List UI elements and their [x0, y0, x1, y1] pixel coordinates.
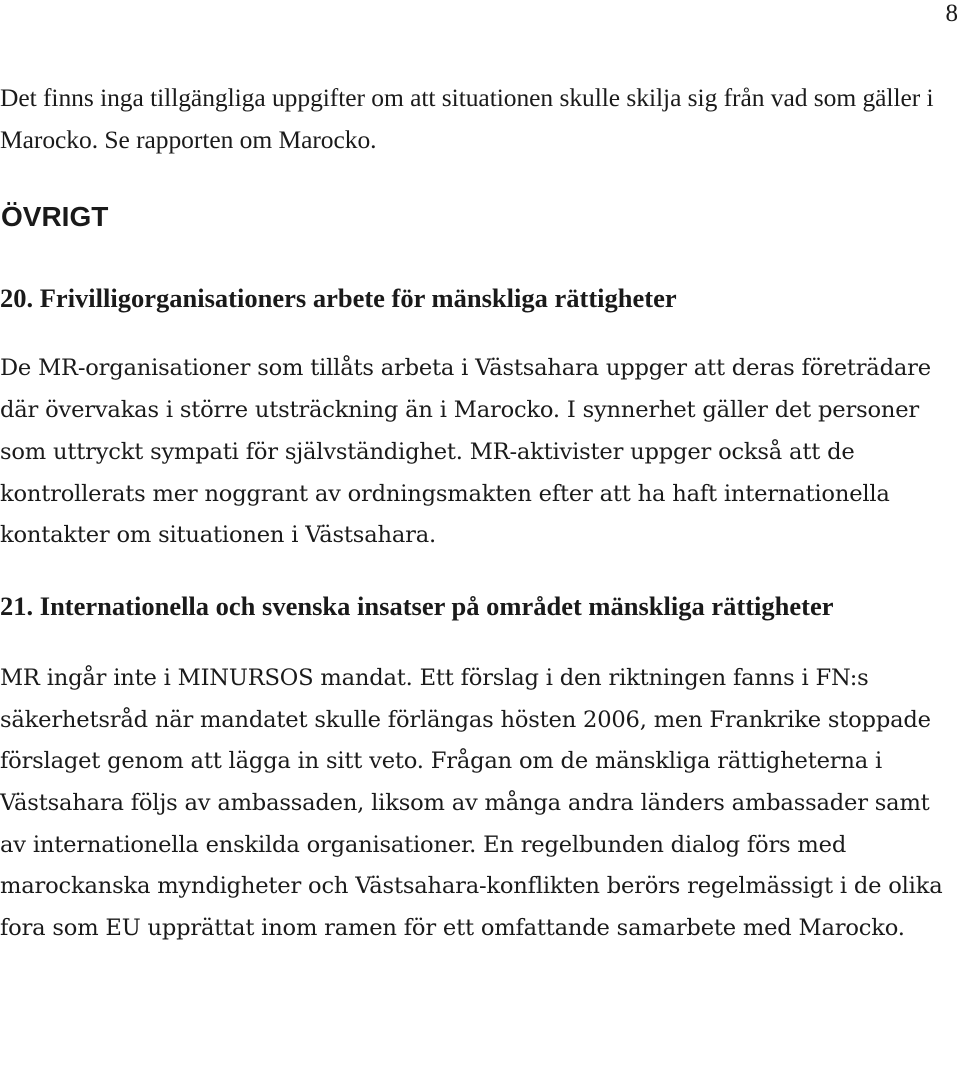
- item-21-paragraph: MR ingår inte i MINURSOS mandat. Ett förslag i den riktningen fanns i FN:s säkerhetsråd när mandatet skulle förlängas hösten 2006, men Frankrike stoppade förslaget genom att lägga in sitt veto. Frågan om de mänskliga rättigheterna i Västsahara följs av ambassaden, liksom av många andra länders ambassader samt av internationella enskilda organisationer. En regelbunden dialog förs med marockanska myndigheter och Västsahara-konflikten berörs regelmässigt i de olika fora som EU upprättat inom ramen för ett omfattande samarbete med Marocko.: [0, 664, 943, 942]
- item-20-heading: 20. Frivilligorganisationers arbete för mänskliga rättigheter: [0, 283, 677, 314]
- item-21-heading: 21. Internationella och svenska insatser på området mänskliga rättigheter: [0, 590, 834, 621]
- document-body: [0, 77, 958, 950]
- item-20-paragraph: De MR-organisationer som tillåts arbeta i Västsahara uppger att deras företrädare där övervakas i större utsträckning än i Marocko. I synnerhet gäller det personer som uttryckt sympati för självständighet. MR-aktivister uppger också att de kontrollerats mer noggrant av ordningsmakten efter att ha haft internationella kontakter om situationen i Västsahara.: [0, 355, 931, 549]
- section-heading: ÖVRIGT: [1, 201, 109, 233]
- page-number: 8: [945, 0, 958, 27]
- intro-paragraph: Det finns inga tillgängliga uppgifter om att situationen skulle skilja sig från vad som gäller i Marocko. Se rapporten om Marocko.: [0, 83, 934, 154]
